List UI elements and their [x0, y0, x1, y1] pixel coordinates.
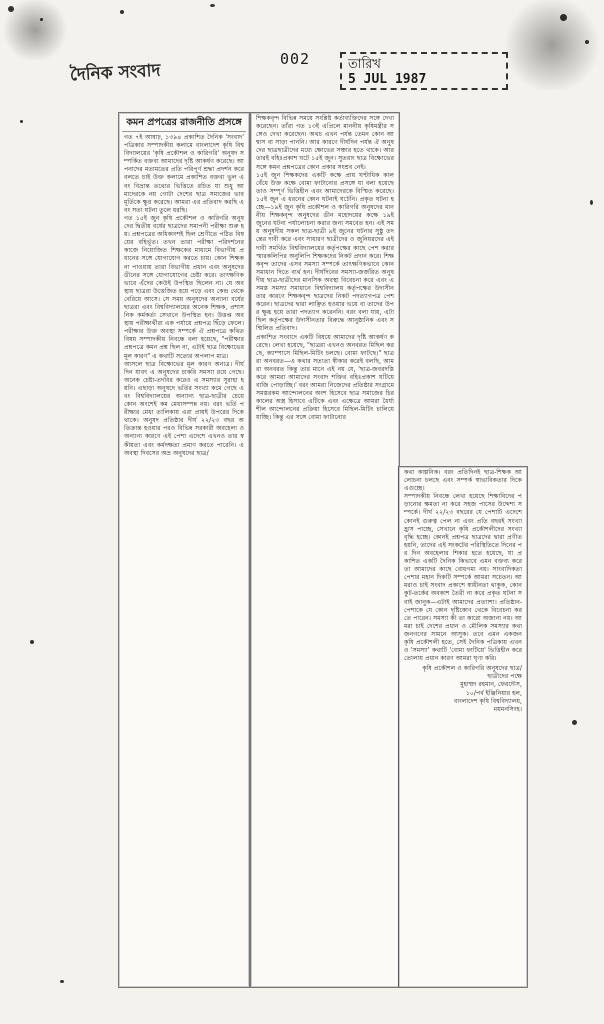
scan-speck — [30, 640, 34, 644]
article-column-3 — [398, 466, 528, 988]
article-body-column-3: কথা কাল্পনিক। বরং প্রতিদিনই ছাত্র-শিক্ষক আলোচনা চলছে এবং সম্পর্ক স্বাভাবিকতার দিকে এগুচ্ছে। সম্পাদকীয় নিবন্ধে লেখা হয়েছে শিক্ষাবিদের পড়ানোর ক্ষমতা না করে সহজ পাসের উদ্দেশ্য সম্পর্কে। দীর্ঘ ২২/২৩ বছরের যে পেশাটি এদেশে কোনই গুরুত্ব পেল না এবং প্রতি বছরই সংখ্যা হ্রাস পাচ্ছে, সেখানে কৃষি প্রকৌশলীদের সংখ্যা বৃদ্ধি হচ্ছে। কোনই প্রশ্নপত্র ছাত্রদের দ্বারা প্রণীত হয়নি, তাদের এই সংকটের পরিস্থিতিতে দিনের পর দিন অবহেলার শিকার হতে হয়েছে, যা প্রকাশিত একটি দৈনিক কিভাবে এমন বক্তব্য করে তা আমাদের কাছে বোধগম্য নয়। সাংবাদিকতা পেশার মহান দিকটি সম্পর্কে আমরা সচেতন। আমরাও চাই সংবাদ প্রকাশে স্বাধীনতা থাকুক, কোন কুট-তর্কের অবকাশ তৈরী না করে প্রকৃত ঘটনা সবাই জানুক—এটাই আমাদের প্রত্যাশা। প্রতিষ্ঠান-পেশাকে যে কোন দৃষ্টিকোণ থেকে বিবেচনা করতে পারেন। সমস্যা কী তা কারো অজানা নয়। আমরা চাই দেশের প্রধান ও মৌলিক সমস্যার কথা জনগণের সামনে আসুক। তবে এমন একজন কৃষি প্রকৌশলী হতে, সেই দৈনিক পত্রিকায় এখনও 'সমস্যা' কথাটি 'বোমা ফাটিয়ে' ভিত্তিহীন করে তোলায় প্রধান কারণ আমরা ঘৃণা করি। — [404, 469, 522, 663]
date-stamp — [340, 52, 508, 90]
article-body-column-2: শিক্ষকবৃন্দ বিভিন্ন সময়ে সংশ্লিষ্ট কর্তাব্যক্তিদের সঙ্গে দেখা করেছেন। তাঁরা গত ১৩ই এপ্রিলে মাননীয় কৃষিমন্ত্রীর সঙ্গেও দেখা করেছেন। অথচ এখন পর্যন্ত তেমন কোন আশ্বাস বা সাড়া পাননি। আর কারণে দীর্ঘদিন পর্যন্ত ঐ অনুষদের ছাত্রছাত্রীদের মধ্যে ক্ষোভের সঞ্চার হতে থাকে। আর তারই বহিঃপ্রকাশ ঘটে ১৫ই জুন। সুতরাং ছাত্র বিক্ষোভের সঙ্গে কমন প্রশ্নপত্রের কোন প্রকার সংশ্রব নেই। ১৫ই জুন শিক্ষকদের একটি কক্ষে প্রায় ঘণ্টাধিক কাল বেঁধে উক্ত কক্ষে বোমা ফাটানোর প্রসঙ্গে যা বলা হয়েছে তাও সম্পূর্ণ ভিত্তিহীন এবং আমাদেরকে বিস্মিত করেছে। ১৫ই জুন এ ধরনের কোন ঘটনাই ঘটেনি। প্রকৃত ঘটনা হচ্ছে—১৯ই জুন কৃষি প্রকৌশল ও কারিগরি অনুষদের মাননীয় শিক্ষকবৃন্দ অনুষদের ডীন মহোদয়ের কক্ষে ১৯ই জুনের ঘটনা পর্যালোচনা করার জন্য সমবেত হন। এই সময় অনুষদীয় সকল ছাত্র-ছাত্রী ৯ই জুনের ঘটনার সুষ্ঠু তদন্তের দাবী করে এবং সাধারণ ছাত্রীদের ও জুনিয়রদের এই দাবী সমর্থিত বিশ্ববিদ্যালয়ের কর্তৃপক্ষের কাছে পেশ করার স্মারকলিপির অনুলিপি শিক্ষকদের নিকট প্রদান করে। শিক্ষকবৃন্দ তাদের এসব সমস্যা সম্পর্কে তাৎক্ষণিকভাবে কোন সমাধান দিতে ব্যর্থ হন। দীর্ঘদিনের সমস্যা-জর্জরিত অনুষদীয় ছাত্র-ছাত্রীদের মানসিক অবস্থা বিবেচনা করে এবং এ সমস্ত সমস্যা সমাধানে বিশ্ববিদ্যালয় কর্তৃপক্ষের উদাসীনতার কারণে শিক্ষকবৃন্দ ছাত্রদের নিকট পদত্যাগপত্র পেশ করেন। ছাত্রদের দ্বারা লাঞ্ছিত হওয়ার ভয়ে বা তাদের উপর ক্ষুব্ধ হয়ে তারা পদত্যাগ করেননি। বরং বলা যায়, এটা ছিল কর্তৃপক্ষের উদাসীনতার বিরুদ্ধে আনুষ্ঠানিক এবং সম্মিলিত প্রতিবাদ। প্রকাশিত সংবাদে একটি বিষয়ে আমাদের দৃষ্টি আকর্ষণ করেছে। লেখা হয়েছে, "ছাত্ররা এখনও অনবরত মিছিল করছে, ক্যাম্পাসে মিছিল-মিটিং চলছে। বোমা ফাটছে।" ছাত্ররা অনবরত—এ কথার সত্যতা স্বীকার করেই বলছি, আমরা অনবরত কিন্তু তার মানে এই নয় যে, 'ছাত্র-জবরদস্তি করে আমরা আমাদের সংবাদ শক্তির বহিঃপ্রকাশ ঘটিয়ে বাজি পোড়াচ্ছি।' বরং আমরা নিজেদের প্রতিষ্ঠার সংগ্রামে সমস্তরকম আন্দোলনের অংশ হিসেবে ছাত্র সমাজের চিরকালের অস্ত্র হিসাবে এটিকে এবং এক্ষেত্রে আমরা ধৈর্য্যশীল আন্দোলনের প্রক্রিয়া হিসেবে মিছিল-মিটিং চালিয়ে যাচ্ছি। কিন্তু এর সঙ্গে বোমা ফাটানোর — [256, 115, 394, 422]
article-headline: কমন প্রপত্রের রাজনীতি প্রসঙ্গে — [122, 117, 246, 132]
article-signature: কৃষি প্রকৌশল ও কারিগরি অনুষদের ছাত্র/ছাত্রীদের পক্ষে মুহাম্মদ রহমান, ফেরদৌস, ১০/পর্ব ইঞ্জিনিয়ার হল, বাংলাদেশ কৃষি বিশ্ববিদ্যালয়, ময়মনসিংহ। — [422, 665, 522, 713]
page-number: 002 — [280, 50, 311, 68]
scan-speck — [120, 10, 124, 14]
newspaper-masthead: দৈনিক সংবাদ — [69, 60, 161, 86]
article-body-column-1: গত ৭ই আষাঢ়, ১৩৯৪ প্রকাশিত দৈনিক 'সংবাদ' পত্রিকার সম্পাদকীয় কলামে বাংলাদেশ কৃষি বিশ্ববিদ্যালয়ের 'কৃষি প্রকৌশল ও কারিগরি' অনুষদ সম্পর্কিত বক্তব্য আমাদের দৃষ্টি আকর্ষণ করেছে। আপনাদের মতামতের প্রতি পরিপূর্ণ শ্রদ্ধা প্রদর্শন করে বলতে চাই উক্ত কলামে প্রকাশিত বক্তব্য ভুল এবং বিভ্রান্ত তথ্যের ভিত্তিতে রচিত যা শুধু আমাদেরকে নয় গোটা দেশের ছাত্র সমাজের ভাবমূর্তিকে ক্ষুণ্ণ করেছে। আমরা এর প্রতিবাদ করছি এবং সত্য ঘটনা তুলে ধরছি। গত ১৫ই জুন কৃষি প্রকৌশল ও কারিগরি অনুষদের দ্বিতীয় বর্ষের ছাত্রদের সমাপনী পরীক্ষা শুরু হয়। প্রশ্নপত্রের অধিকাংশই ছিল শ্রেণীতে পঠিত বিষয়ের বহির্ভূত। তখন তারা পরীক্ষা পরিদর্শনের কাজে নিয়োজিত শিক্ষকের মাধ্যমে বিভাগীয় প্রধানের সঙ্গে যোগাযোগ করতে চায়। কোন শিক্ষক না পাওয়ায় তারা বিভাগীয় প্রধান এবং অনুষদের ডীনের সঙ্গে যোগাযোগের চেষ্টা করে। তাৎক্ষণিক ভাবে এঁদের কেউই উপস্থিত ছিলেন না। যে অবস্থায় ছাত্ররা উত্তেজিত হয়ে পড়ে এবং কেন্দ্র থেকে বেরিয়ে আসে। সে সময় অনুষদের অন্যান্য বর্ষের ছাত্ররা এবং বিশ্ববিদ্যালয়ের অনেক শিক্ষক, প্রশাসনিক কর্মকর্তা সেখানে উপস্থিত হন। উত্তপ্ত অবস্থায় পরীক্ষার্থীরা এক পর্যায়ে প্রশ্নপত্র ছিঁড়ে ফেলে। পরীক্ষার উক্ত অবস্থা সম্পর্কে ঐ প্রশ্নপত্রে কথিত বিষয় সম্পাদকীয় নিবন্ধে বলা হয়েছে, "পরীক্ষার প্রশ্নপত্রে কমন প্রশ্ন ছিল না, এটাই ছাত্র বিক্ষোভের মূল কারণ" এ কথাটি সত্যের অপলাপ মাত্র। আসলে ছাত্র বিক্ষোভের মূল কারণ অন্যত্র। দীর্ঘদিন যাবৎ এ অনুষদের চাকরি সমস্যা রয়ে গেছে। অনেক চেষ্টা-তদবির করেও এ সমস্যার সুরাহা হয়নি। এছাড়া অনুষদে ভর্তির সংখ্যা কমে গেছে এবং বিশ্ববিদ্যালয়ের অন্যান্য ছাত্র-ছাত্রীর চেয়ে কোন অংশেই কম মেধাসম্পন্ন নয়। বরং ভর্তি পরীক্ষার মেধা তালিকায় এরা প্রায়ই উপরের দিকে থাকে। অনুষদ প্রতিষ্ঠার দীর্ঘ ২২/২৩ বছর অতিক্রান্ত হওয়ার পরও বিভিন্ন সরকারী অবহেলা ও অন্যান্য কারণে এই পেশা এদেশে এখনও তার স্বকীয়তা এবং কর্মদক্ষতা প্রমাণ করতে পারেনি। এ অবস্থা দিবসের অভ্র অনুষদের ছাত্র/ — [124, 134, 244, 457]
scan-speck — [572, 720, 577, 725]
stamp-label: তারিখ — [348, 57, 381, 72]
article-column-2 — [250, 112, 400, 988]
scan-speck — [20, 120, 23, 123]
article-column-1 — [118, 112, 250, 988]
scan-speck — [210, 4, 215, 7]
scan-smudge — [500, 0, 604, 90]
scan-smudge — [0, 0, 70, 60]
scan-speck — [60, 980, 64, 983]
scan-speck — [590, 200, 593, 205]
stamp-date: 5 JUL 1987 — [348, 72, 427, 87]
